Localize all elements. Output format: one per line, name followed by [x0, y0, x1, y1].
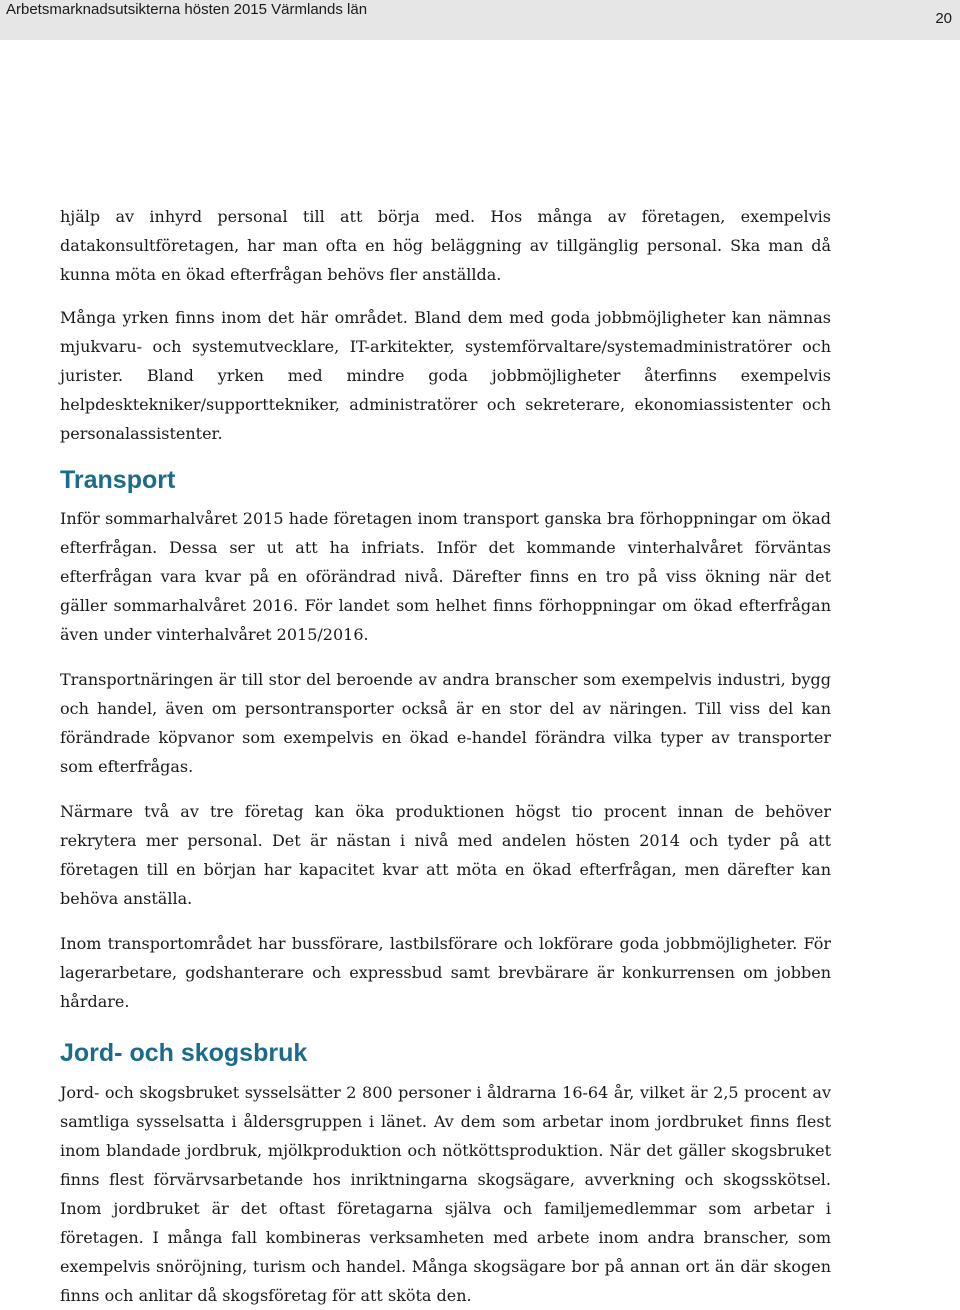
page-body: [60, 202, 831, 1310]
document-title: Arbetsmarknadsutsikterna hösten 2015 Värmlands län: [6, 1, 368, 18]
page-number: 20: [935, 10, 952, 27]
jord-paragraph-1: Jord- och skogsbruket sysselsätter 2 800 personer i åldrarna 16-64 år, vilket är 2,5 procent av samtliga sysselsatta i åldersgruppen i länet. Av dem som arbetar inom jordbruket finns flest inom blandade jordbruk, mjölkproduktion och nötköttsproduktion. När det gäller skogsbruket finns flest förvärvsarbetande hos inriktningarna skogsägare, avverkning och skogsskötsel. Inom jordbruket är det oftast företagarna själva och familjemedlemmar som arbetar i företagen. I många fall kombineras verksamheten med arbete inom andra branscher, som exempelvis snöröjning, turism och handel. Många skogsägare bor på annan ort än där skogen finns och anlitar då skogsföretag för att sköta den.: [60, 1083, 831, 1305]
section-heading-jord-och-skogsbruk: Jord- och skogsbruk: [60, 1039, 308, 1067]
page-header: [0, 0, 960, 40]
transport-paragraph-2: Transportnäringen är till stor del beroende av andra branscher som exempelvis industri, bygg och handel, även om persontransporter också är en stor del av näringen. Till viss del kan förändrade köpvanor som exempelvis en ökad e-handel förändra vilka typer av transporter som efterfrågas.: [60, 670, 831, 776]
intro-paragraph-2: Många yrken finns inom det här området. Bland dem med goda jobbmöjligheter kan nämnas mjukvaru- och systemutvecklare, IT-arkitekter, systemförvaltare/systemadministratörer och jurister. Bland yrken med mindre goda jobbmöjligheter återfinns exempelvis helpdesktekniker/supporttekniker, administratörer och sekreterare, ekonomiassistenter och personalassistenter.: [60, 308, 831, 443]
transport-paragraph-4: Inom transportområdet har bussförare, lastbilsförare och lokförare goda jobbmöjligheter. För lagerarbetare, godshanterare och expressbud samt brevbärare är konkurrensen om jobben hårdare.: [60, 934, 831, 1011]
transport-paragraph-3: Närmare två av tre företag kan öka produktionen högst tio procent innan de behöver rekrytera mer personal. Det är nästan i nivå med andelen hösten 2014 och tyder på att företagen till en början har kapacitet kvar att möta en ökad efterfrågan, men därefter kan behöva anställa.: [60, 802, 831, 908]
transport-paragraph-1: Inför sommarhalvåret 2015 hade företagen inom transport ganska bra förhoppningar om ökad efterfrågan. Dessa ser ut att ha infriats. Inför det kommande vinterhalvåret förväntas efterfrågan vara kvar på en oförändrad nivå. Därefter finns en tro på viss ökning när det gäller sommarhalvåret 2016. För landet som helhet finns förhoppningar om ökad efterfrågan även under vinterhalvåret 2015/2016.: [60, 509, 831, 644]
section-heading-transport: Transport: [60, 466, 176, 494]
intro-paragraph-1: hjälp av inhyrd personal till att börja med. Hos många av företagen, exempelvis datakonsultföretagen, har man ofta en hög beläggning av tillgänglig personal. Ska man då kunna möta en ökad efterfrågan behövs fler anställda.: [60, 207, 831, 284]
